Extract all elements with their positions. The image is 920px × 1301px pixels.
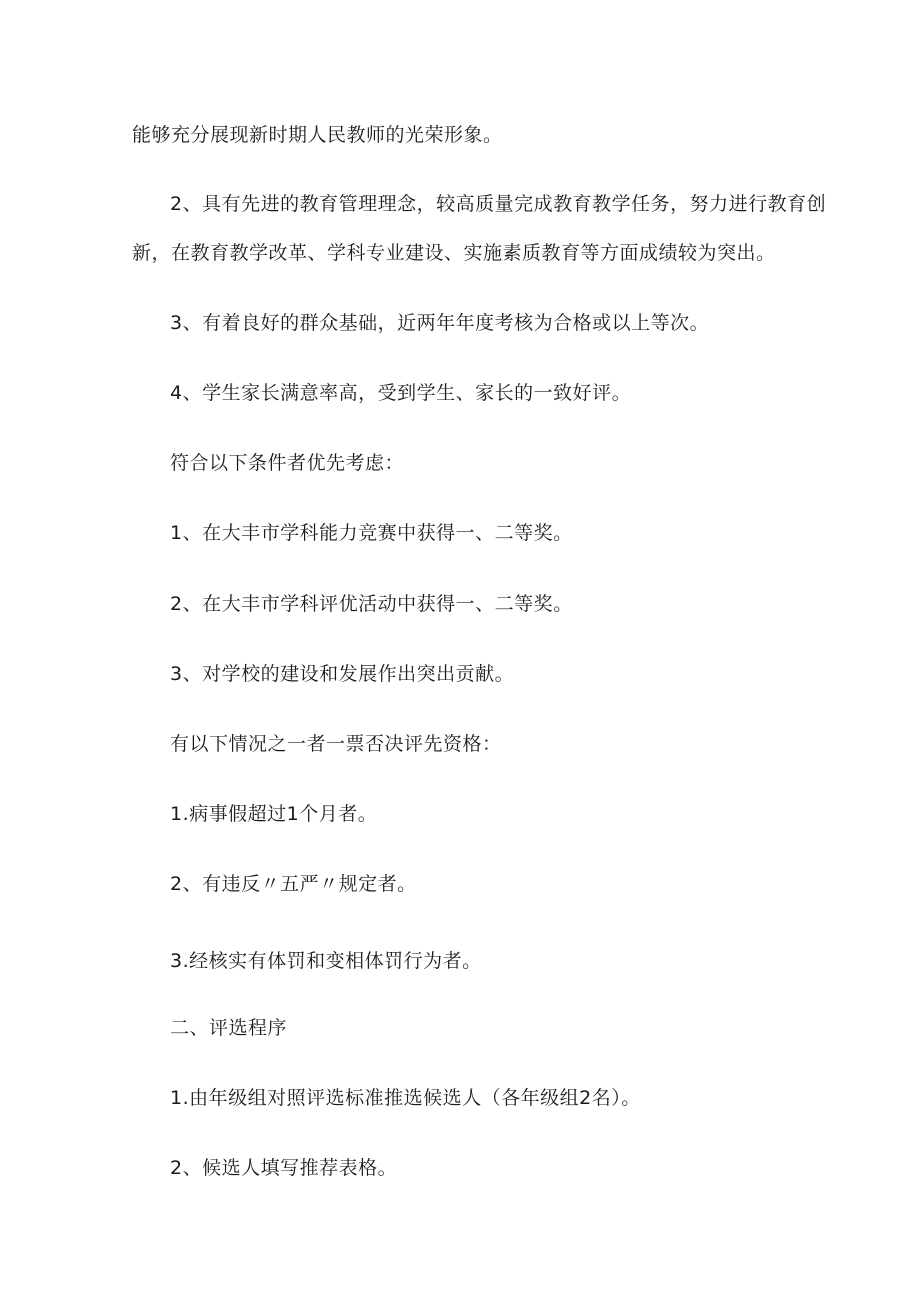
veto-heading: 有以下情况之一者一票否决评先资格： <box>170 733 502 755</box>
procedure-step-1: 1.由年级组对照评选标准推选候选人（各年级组2名）。 <box>170 1087 641 1109</box>
veto-item-1: 1.病事假超过1个月者。 <box>170 803 378 825</box>
procedure-step-2: 2、候选人填写推荐表格。 <box>170 1157 398 1179</box>
criterion-3: 3、有着良好的群众基础，近两年年度考核为合格或以上等次。 <box>170 312 710 334</box>
priority-heading: 符合以下条件者优先考虑： <box>170 452 405 474</box>
priority-item-1: 1、在大丰市学科能力竞赛中获得一、二等奖。 <box>170 522 573 544</box>
veto-item-2: 2、有违反〃五严〃规定者。 <box>170 873 417 895</box>
paragraph-continuation: 能够充分展现新时期人民教师的光荣形象。 <box>132 124 503 146</box>
section-heading-selection-procedure: 二、评选程序 <box>170 1017 288 1039</box>
criterion-4: 4、学生家长满意率高，受到学生、家长的一致好评。 <box>170 382 632 404</box>
priority-item-3: 3、对学校的建设和发展作出突出贡献。 <box>170 663 515 685</box>
priority-item-2: 2、在大丰市学科评优活动中获得一、二等奖。 <box>170 593 573 615</box>
veto-item-3: 3.经核实有体罚和变相体罚行为者。 <box>170 950 482 972</box>
criterion-2-line-1: 2、具有先进的教育管理理念，较高质量完成教育教学任务，努力进行教育创 <box>170 193 827 215</box>
criterion-2-line-2: 新，在教育教学改革、学科专业建设、实施素质教育等方面成绩较为突出。 <box>132 242 776 264</box>
